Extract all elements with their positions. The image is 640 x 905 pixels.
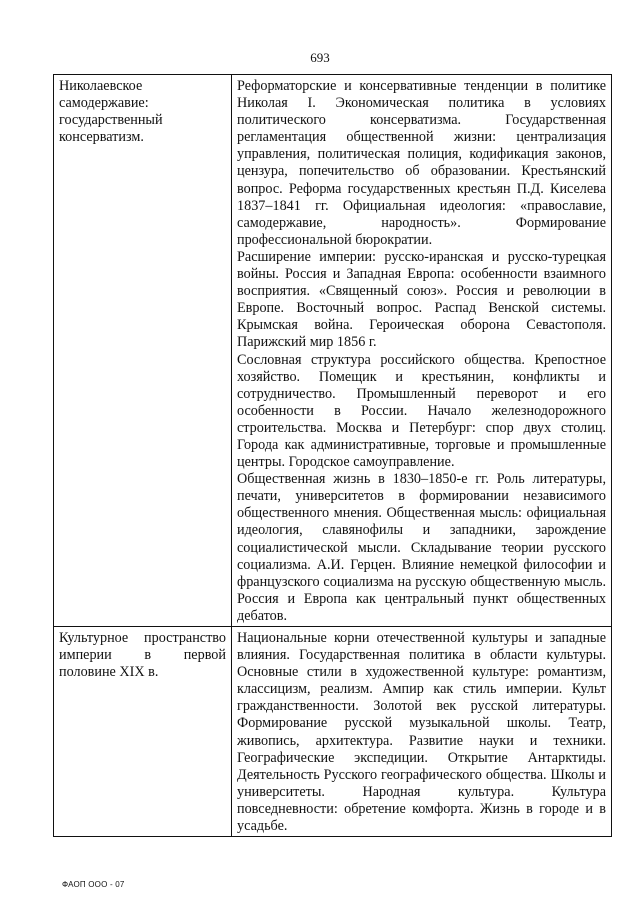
- footer-code: ФАОП ООО - 07: [62, 880, 125, 889]
- table-row: [54, 627, 612, 837]
- topic-cell: Культурное пространство империи в первой половине XIX в.: [54, 627, 232, 837]
- page-number: 693: [310, 50, 330, 65]
- curriculum-table: [53, 74, 612, 837]
- content-cell: [232, 627, 612, 837]
- content-paragraph: Национальные корни отечественной культуры и западные влияния. Государственная политика в области культуры. Основные стили в художественной культуре: романтизм, классицизм, реализм. Ампир как стиль империи. Культ гражданственности. Золотой век русской литературы. Формирование русской музыкальной школы. Театр, живопись, архитектура. Развитие науки и техники. Географические экспедиции. Открытие Антарктиды. Деятельность Русского географического общества. Школы и университеты. Народная культура. Культура повседневности: обретение комфорта. Жизнь в городе и в усадьбе.: [237, 630, 606, 835]
- content-cell: [232, 75, 612, 627]
- table-row: [54, 75, 612, 627]
- content-paragraph: Общественная жизнь в 1830–1850-е гг. Роль литературы, печати, университетов в формировании независимого общественного мнения. Общественная мысль: официальная идеология, славянофилы и западники, зарождение социалистической мысли. Складывание теории русского социализма. А.И. Герцен. Влияние немецкой философии и французского социализма на русскую общественную мысль. Россия и Европа как центральный пункт общественных дебатов.: [237, 471, 606, 624]
- topic-cell: Николаевское самодержавие: государственный консерватизм.: [54, 75, 232, 627]
- content-paragraph: Расширение империи: русско-иранская и русско-турецкая войны. Россия и Западная Европа: особенности взаимного восприятия. «Священный союз». Россия и революции в Европе. Восточный вопрос. Распад Венской системы. Крымская война. Героическая оборона Севастополя. Парижский мир 1856 г.: [237, 248, 606, 351]
- content-paragraph: Сословная структура российского общества. Крепостное хозяйство. Помещик и крестьянин, конфликты и сотрудничество. Промышленный переворот и его особенности в России. Начало железнодорожного строительства. Москва и Петербург: спор двух столиц. Города как административные, торговые и промышленные центры. Городское самоуправление.: [237, 351, 606, 471]
- content-paragraph: Реформаторские и консервативные тенденции в политике Николая I. Экономическая политика в условиях политического консерватизма. Государственная регламентация общественной жизни: централизация управления, политическая полиция, кодификация законов, цензура, попечительство об образовании. Крестьянский вопрос. Реформа государственных крестьян П.Д. Киселева 1837–1841 гг. Официальная идеология: «православие, самодержавие, народность». Формирование профессиональной бюрократии.: [237, 78, 606, 248]
